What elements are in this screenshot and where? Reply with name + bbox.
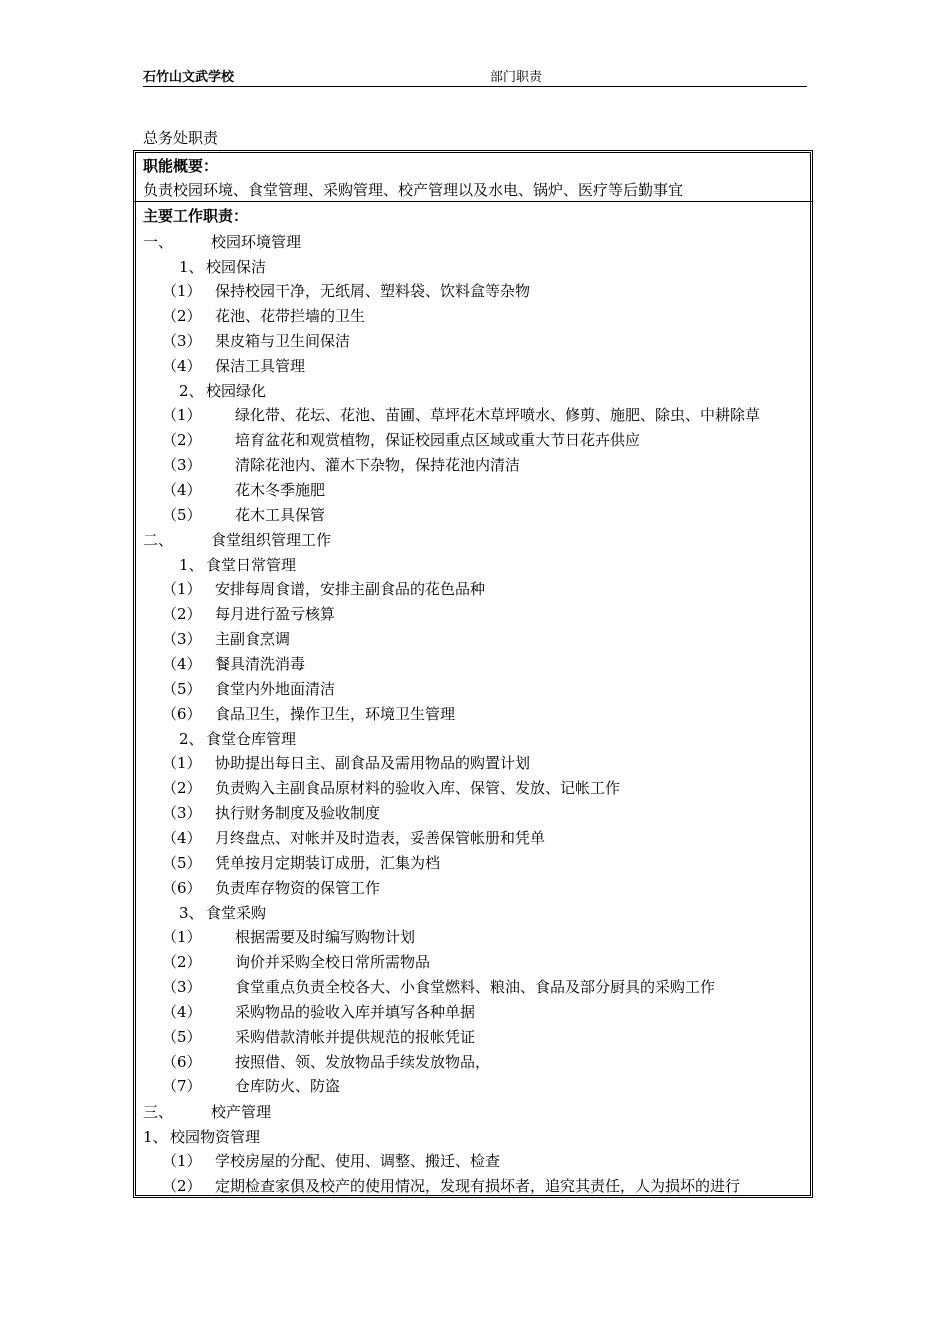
list-item-text: 花木冬季施肥 bbox=[235, 481, 326, 499]
list-item-text: 培育盆花和观赏植物，保证校园重点区域或重大节日花卉供应 bbox=[235, 431, 641, 449]
document-title: 总务处职责 bbox=[143, 129, 219, 147]
list-item-number: （2） bbox=[162, 605, 202, 623]
list-item-text: 学校房屋的分配、使用、调整、搬迁、检查 bbox=[215, 1152, 501, 1170]
list-item-text: 花池、花带拦墙的卫生 bbox=[215, 307, 366, 325]
list-item-text: 月终盘点、对帐并及时造表，妥善保管帐册和凭单 bbox=[215, 829, 546, 847]
list-item-text: 花木工具保管 bbox=[235, 506, 326, 524]
list-item-text: 询价并采购全校日常所需物品 bbox=[235, 953, 431, 971]
list-item-text: 负责购入主副食品原材料的验收入库、保管、发放、记帐工作 bbox=[215, 779, 621, 797]
list-item-number: （3） bbox=[162, 332, 202, 350]
subsection-heading-text: 食堂仓库管理 bbox=[206, 730, 297, 748]
list-item-number: （4） bbox=[162, 357, 202, 375]
subsection-heading-number: 3、 bbox=[179, 904, 204, 922]
list-item-text: 绿化带、花坛、花池、苗圃、草坪花木草坪喷水、修剪、施肥、除虫、中耕除草 bbox=[235, 406, 761, 424]
list-item-number: （2） bbox=[162, 953, 202, 971]
list-item-number: （4） bbox=[162, 1003, 202, 1021]
school-name: 石竹山文武学校 bbox=[143, 70, 235, 85]
list-item-text: 主副食烹调 bbox=[215, 630, 291, 648]
list-item-number: （6） bbox=[162, 1053, 202, 1071]
list-item-number: （1） bbox=[162, 406, 202, 424]
list-item-text: 执行财务制度及验收制度 bbox=[215, 804, 381, 822]
subsection-heading-number: 1、 bbox=[179, 556, 204, 574]
list-item-text: 仓库防火、防盗 bbox=[235, 1077, 341, 1095]
list-item-number: （2） bbox=[162, 307, 202, 325]
list-item-number: （6） bbox=[162, 705, 202, 723]
list-item-text: 食品卫生，操作卫生，环境卫生管理 bbox=[215, 705, 456, 723]
list-item-number: （3） bbox=[162, 630, 202, 648]
subsection-heading-number: 2、 bbox=[179, 730, 204, 748]
subsection-heading-number: 1、 bbox=[179, 258, 204, 276]
list-item-text: 协助提出每日主、副食品及需用物品的购置计划 bbox=[215, 754, 531, 772]
list-item-number: （5） bbox=[162, 854, 202, 872]
list-item-text: 采购物品的验收入库并填写各种单据 bbox=[235, 1003, 476, 1021]
list-item-number: （4） bbox=[162, 655, 202, 673]
list-item-text: 保洁工具管理 bbox=[215, 357, 306, 375]
subsection-heading-text: 校园保洁 bbox=[206, 258, 267, 276]
list-item-number: （2） bbox=[162, 1177, 202, 1195]
subsection-heading-text: 校园物资管理 bbox=[170, 1128, 261, 1146]
list-item-text: 凭单按月定期装订成册，汇集为档 bbox=[215, 854, 441, 872]
list-item-number: （5） bbox=[162, 680, 202, 698]
list-item-text: 安排每周食谱，安排主副食品的花色品种 bbox=[215, 580, 486, 598]
list-item-number: （7） bbox=[162, 1077, 202, 1095]
overview-label: 职能概要： bbox=[143, 157, 219, 175]
subsection-heading-number: 2、 bbox=[179, 382, 204, 400]
list-item-number: （3） bbox=[162, 978, 202, 996]
page-header bbox=[143, 64, 807, 87]
list-item-number: （3） bbox=[162, 456, 202, 474]
list-item-number: （4） bbox=[162, 829, 202, 847]
list-item-number: （1） bbox=[162, 580, 202, 598]
list-item-number: （5） bbox=[162, 1028, 202, 1046]
list-item-number: （5） bbox=[162, 506, 202, 524]
table-divider bbox=[133, 201, 813, 202]
list-item-text: 餐具清洗消毒 bbox=[215, 655, 306, 673]
section-heading-text: 校产管理 bbox=[211, 1103, 272, 1121]
section-heading-number: 三、 bbox=[143, 1103, 174, 1121]
subsection-heading-text: 食堂日常管理 bbox=[206, 556, 297, 574]
list-item-text: 定期检查家俱及校产的使用情况，发现有损坏者，追究其责任，人为损坏的进行 bbox=[215, 1177, 741, 1195]
list-item-number: （2） bbox=[162, 431, 202, 449]
list-item-number: （2） bbox=[162, 779, 202, 797]
section-heading-number: 二、 bbox=[143, 531, 174, 549]
list-item-text: 负责库存物资的保管工作 bbox=[215, 879, 381, 897]
list-item-text: 每月进行盈亏核算 bbox=[215, 605, 336, 623]
list-item-number: （3） bbox=[162, 804, 202, 822]
duties-label: 主要工作职责： bbox=[143, 207, 249, 225]
header-dept: 部门职责 bbox=[490, 70, 543, 85]
overview-text: 负责校园环境、食堂管理、采购管理、校产管理以及水电、锅炉、医疗等后勤事宜 bbox=[143, 181, 684, 199]
subsection-heading-text: 食堂采购 bbox=[206, 904, 267, 922]
list-item-number: （1） bbox=[162, 282, 202, 300]
section-heading-text: 食堂组织管理工作 bbox=[211, 531, 332, 549]
list-item-text: 保持校园干净，无纸屑、塑料袋、饮料盒等杂物 bbox=[215, 282, 531, 300]
list-item-text: 清除花池内、灌木下杂物，保持花池内清洁 bbox=[235, 456, 521, 474]
list-item-text: 按照借、领、发放物品手续发放物品， bbox=[235, 1053, 491, 1071]
subsection-heading-number: 1、 bbox=[143, 1128, 168, 1146]
section-heading-number: 一、 bbox=[143, 233, 174, 251]
list-item-number: （1） bbox=[162, 754, 202, 772]
list-item-text: 食堂重点负责全校各大、小食堂燃料、粮油、食品及部分厨具的采购工作 bbox=[235, 978, 716, 996]
subsection-heading-text: 校园绿化 bbox=[206, 382, 267, 400]
list-item-text: 食堂内外地面清洁 bbox=[215, 680, 336, 698]
list-item-text: 采购借款清帐并提供规范的报帐凭证 bbox=[235, 1028, 476, 1046]
list-item-number: （6） bbox=[162, 879, 202, 897]
list-item-text: 根据需要及时编写购物计划 bbox=[235, 928, 416, 946]
list-item-number: （4） bbox=[162, 481, 202, 499]
list-item-number: （1） bbox=[162, 928, 202, 946]
list-item-number: （1） bbox=[162, 1152, 202, 1170]
section-heading-text: 校园环境管理 bbox=[211, 233, 302, 251]
list-item-text: 果皮箱与卫生间保洁 bbox=[215, 332, 351, 350]
